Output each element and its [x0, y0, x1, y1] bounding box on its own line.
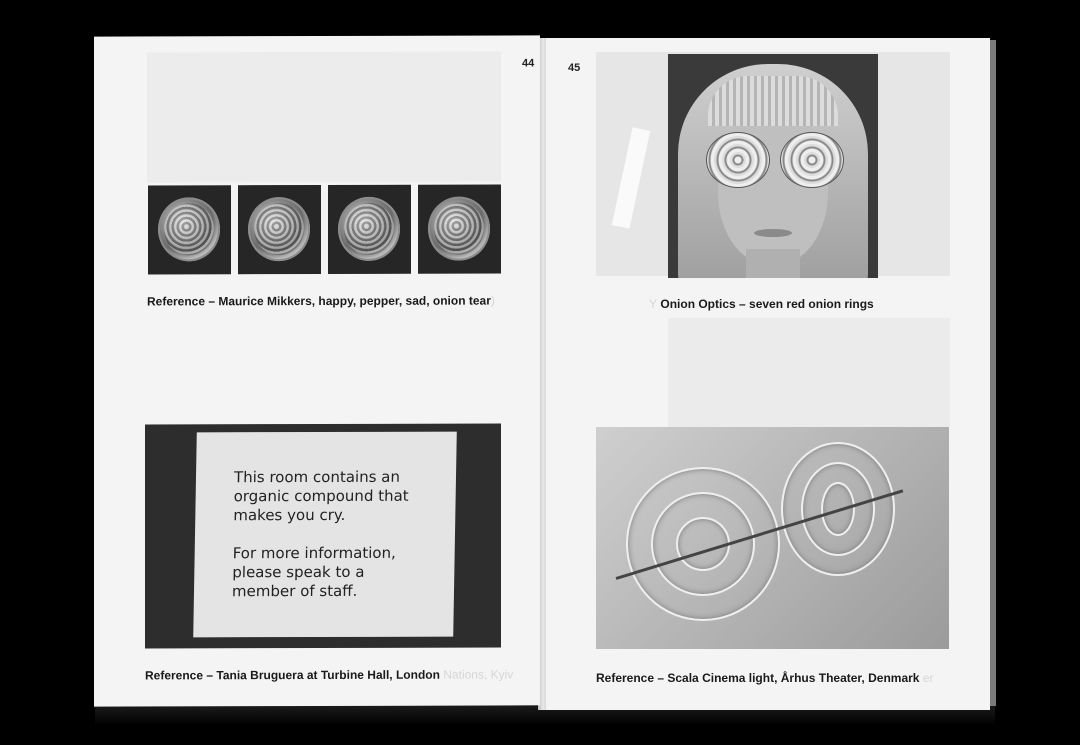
onion-lens-right: [780, 132, 844, 188]
caption-onion-optics: Y Onion Optics – seven red onion rings: [649, 297, 874, 311]
scala-cinema-light-photo: [596, 427, 949, 649]
blank-photo-area: [147, 52, 501, 183]
petri-dish-onion-tear: [418, 185, 501, 274]
caption-tania-bruguera: Reference – Tania Bruguera at Turbine Hall, London Nations, Kyiv: [145, 667, 514, 683]
caption-maurice-mikkers: Reference – Maurice Mikkers, happy, pepper, sad, onion tear): [147, 293, 495, 309]
page-number-right: 45: [568, 62, 581, 74]
faded-area: [668, 318, 950, 428]
page-number-left: 44: [522, 57, 535, 70]
sign-photo: [145, 424, 501, 649]
petri-dish-sad: [328, 185, 411, 274]
sign-text-2: For more information, please speak to a member of staff.: [231, 543, 397, 601]
portrait-onion-glasses: [668, 54, 878, 278]
onion-lens-left: [706, 132, 770, 188]
sign-card: [193, 432, 457, 638]
caption-scala-cinema: Reference – Scala Cinema light, Århus Theater, Denmark er: [596, 671, 934, 685]
petri-dish-happy: [148, 185, 231, 274]
left-page: [94, 35, 540, 706]
petri-dish-pepper: [238, 185, 321, 274]
right-page: [546, 38, 990, 710]
sign-text-1: This room contains an organic compound that makes you cry.: [233, 467, 409, 525]
